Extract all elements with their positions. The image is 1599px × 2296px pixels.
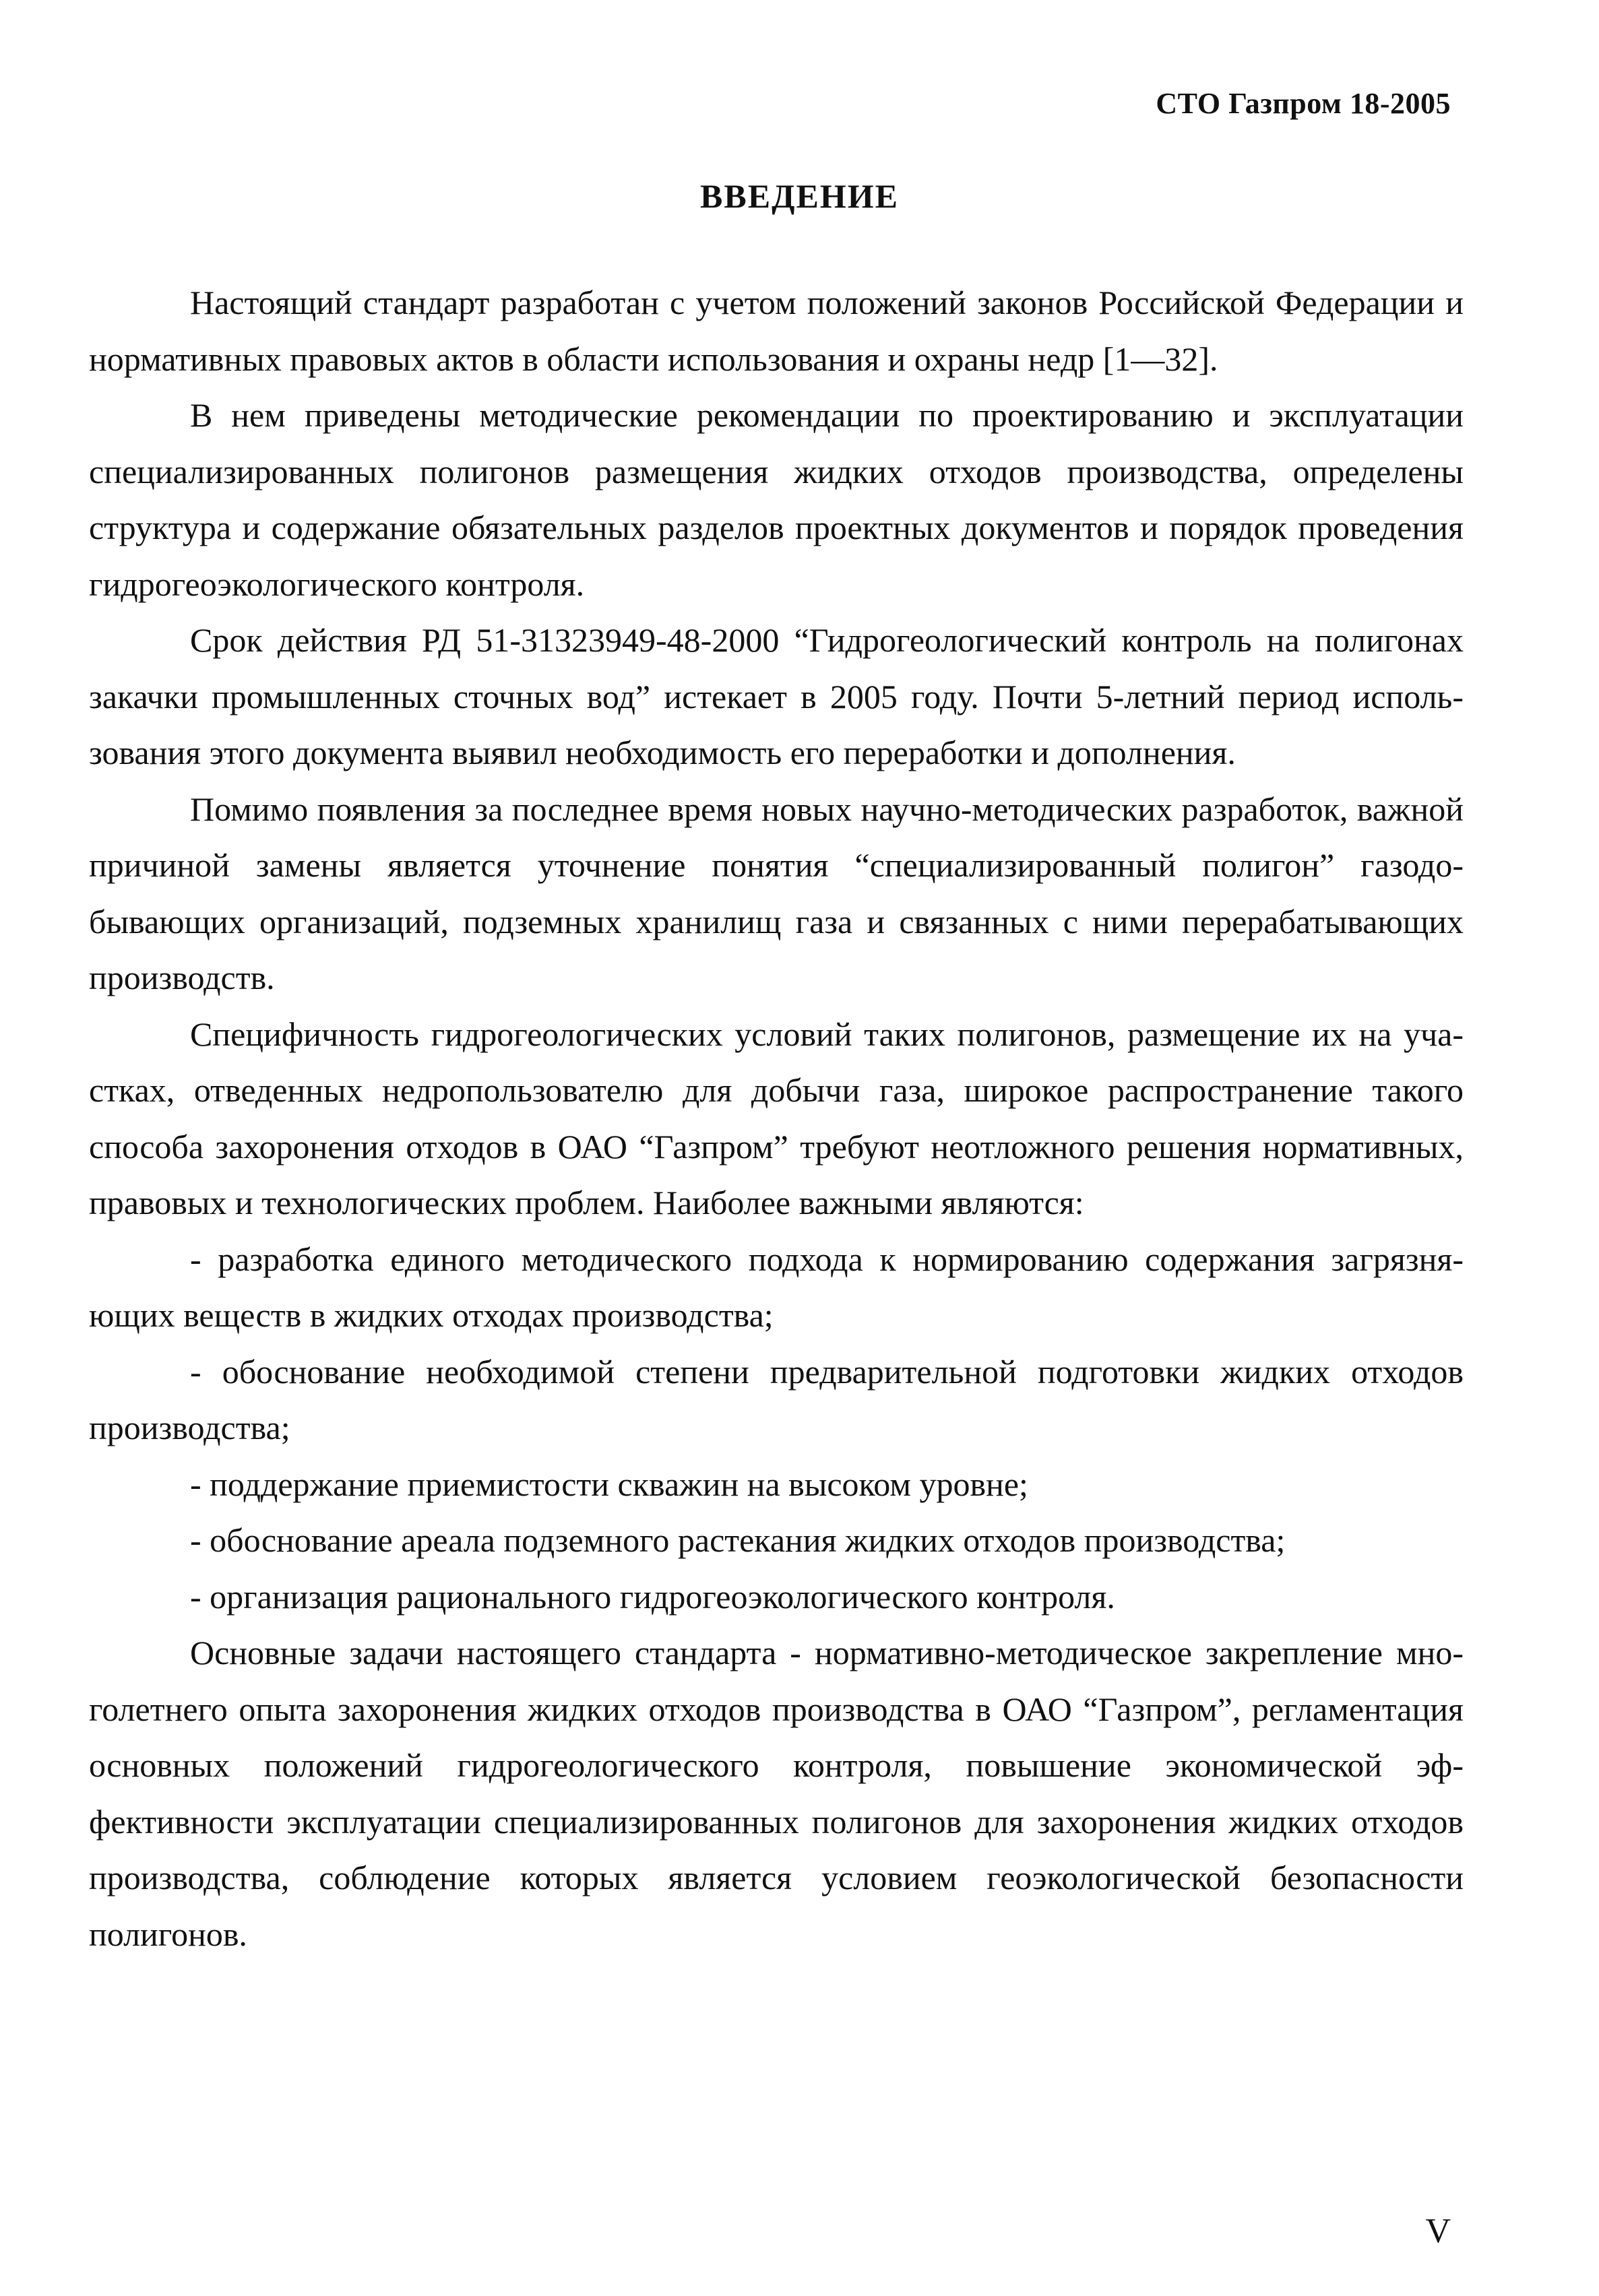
list-item-4: - обоснование ареала подземного растекания жидких отходов производства; xyxy=(190,1521,1286,1559)
list-item-3: - поддержание приемистости скважин на высоком уровне; xyxy=(190,1465,1028,1503)
list-item-2: - обоснование необходимой степени предварительной подготовки жидких отходов производства; xyxy=(89,1352,1464,1446)
paragraph-2: В нем приведены методические рекомендации по проектированию и эксплуатации специализированных полигонов размещения жидких отходов производства, определены структура и содержание обязательных разделов проектных документов и порядок проведения гидрогеоэкологического контроля. xyxy=(89,396,1464,603)
paragraph-5: Специфичность гидрогеологических условий таких полигонов, размещение их на участках, отведенных недропользователю для добычи газа, широкое распространение такого способа захоронения отходов в ОАО “Газпром” требуют неотложного решения нормативных, правовых и технологических проблем. Наиболее важными являются: xyxy=(89,1015,1464,1221)
paragraph-3: Срок действия РД 51-31323949-48-2000 “Гидрогеологический контроль на полигонах закачки промышленных сточных вод” истекает в 2005 году. Почти 5-летний период использования этого документа выявил необходимость его переработки и дополнения. xyxy=(89,621,1464,771)
list-item-1: - разработка единого методического подхода к нормированию содержания загрязняющих веществ в жидких отходах производства; xyxy=(89,1240,1464,1334)
page-number: V xyxy=(1425,2212,1451,2250)
body-text xyxy=(89,275,1464,1963)
list-item-5: - организация рационального гидрогеоэкологического контроля. xyxy=(190,1577,1115,1616)
paragraph-4: Помимо появления за последнее время новых научно-методических разработок, важной причиной замены является уточнение понятия “специализированный полигон” газодобывающих организаций, подземных хранилищ газа и связанных с ними перерабатывающих производств. xyxy=(89,790,1464,996)
closing-paragraph: Основные задачи настоящего стандарта - нормативно-методическое закрепление многолетнего опыта захоронения жидких отходов производства в ОАО “Газпром”, регламентация основных положений гидрогеологического контроля, повышение экономической эффективности эксплуатации специализированных полигонов для захоронения жидких отходов производства, соблюдение которых является условием геоэкологической безопасности полигонов. xyxy=(89,1634,1464,1953)
section-title: ВВЕДЕНИЕ xyxy=(700,177,899,215)
paragraph-1: Настоящий стандарт разработан с учетом положений законов Российской Федерации и нормативных правовых актов в области использования и охраны недр [1—32]. xyxy=(89,284,1464,378)
document-code-header: СТО Газпром 18-2005 xyxy=(1156,87,1451,120)
